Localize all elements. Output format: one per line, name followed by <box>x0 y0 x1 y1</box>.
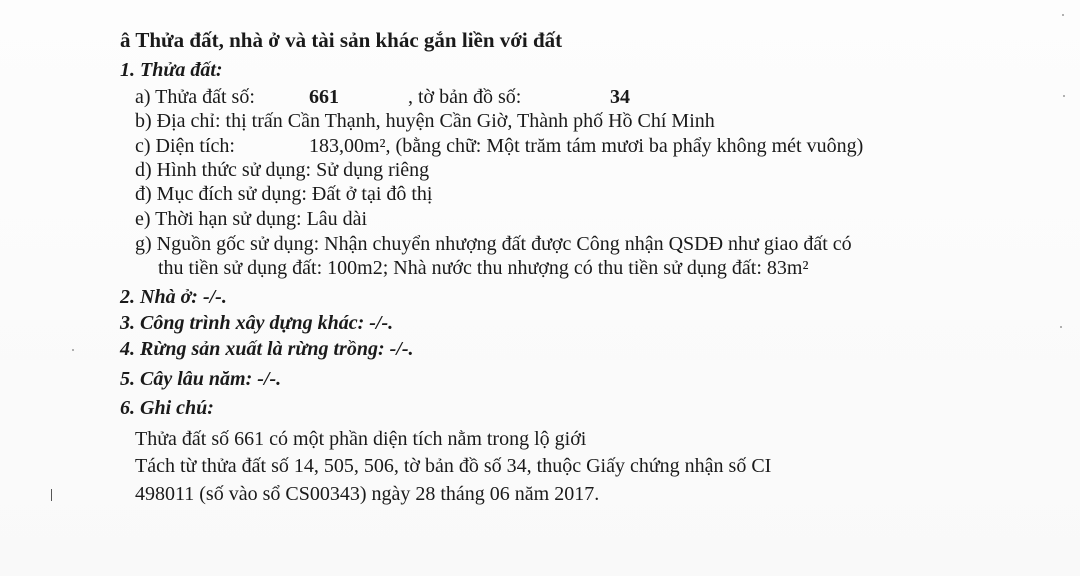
note-line-1: Thửa đất số 661 có một phần diện tích nằm trong lộ giới <box>135 428 587 450</box>
scan-speck <box>1060 326 1062 328</box>
section-perennial-trees: 5. Cây lâu năm: -/-. <box>120 368 282 390</box>
parcel-area-value: 183,00m², (bằng chữ: Một trăm tám mươi ba phẩy không mét vuông) <box>309 135 864 157</box>
map-sheet-label: , tờ bản đồ số: <box>408 86 522 108</box>
section-production-forest: 4. Rừng sản xuất là rừng trồng: -/-. <box>120 338 414 360</box>
parcel-number-label: a) Thửa đất số: <box>135 86 255 108</box>
section-notes-title: 6. Ghi chú: <box>120 397 214 419</box>
section-parcel-title: 1. Thửa đất: <box>120 59 223 81</box>
parcel-origin-line2: thu tiền sử dụng đất: 100m2; Nhà nước thu nhượng có thu tiền sử dụng đất: 83m² <box>158 257 809 279</box>
parcel-area-label: c) Diện tích: <box>135 135 235 157</box>
note-line-2: Tách từ thửa đất số 14, 505, 506, tờ bản đồ số 34, thuộc Giấy chứng nhận số CI <box>135 455 772 477</box>
parcel-usage-term: e) Thời hạn sử dụng: Lâu dài <box>135 208 368 230</box>
parcel-number-value: 661 <box>309 86 339 108</box>
document-heading: â Thửa đất, nhà ở và tài sản khác gắn liền với đất <box>120 28 563 52</box>
map-sheet-value: 34 <box>610 86 630 108</box>
section-other-constructions: 3. Công trình xây dựng khác: -/-. <box>120 312 394 334</box>
parcel-number-row <box>135 86 630 109</box>
parcel-usage-purpose: đ) Mục đích sử dụng: Đất ở tại đô thị <box>135 183 433 205</box>
scan-speck <box>1063 95 1065 97</box>
note-line-3: 498011 (số vào sổ CS00343) ngày 28 tháng 06 năm 2017. <box>135 483 600 505</box>
parcel-usage-form: d) Hình thức sử dụng: Sử dụng riêng <box>135 159 430 181</box>
scan-speck <box>72 349 74 351</box>
parcel-address: b) Địa chỉ: thị trấn Cần Thạnh, huyện Cần Giờ, Thành phố Hồ Chí Minh <box>135 110 715 132</box>
parcel-origin-line1: g) Nguồn gốc sử dụng: Nhận chuyển nhượng đất được Công nhận QSDĐ như giao đất có <box>135 233 852 255</box>
parcel-area-row <box>135 135 864 158</box>
margin-mark <box>51 489 52 501</box>
scan-speck <box>1062 14 1064 16</box>
section-house: 2. Nhà ở: -/-. <box>120 286 227 308</box>
